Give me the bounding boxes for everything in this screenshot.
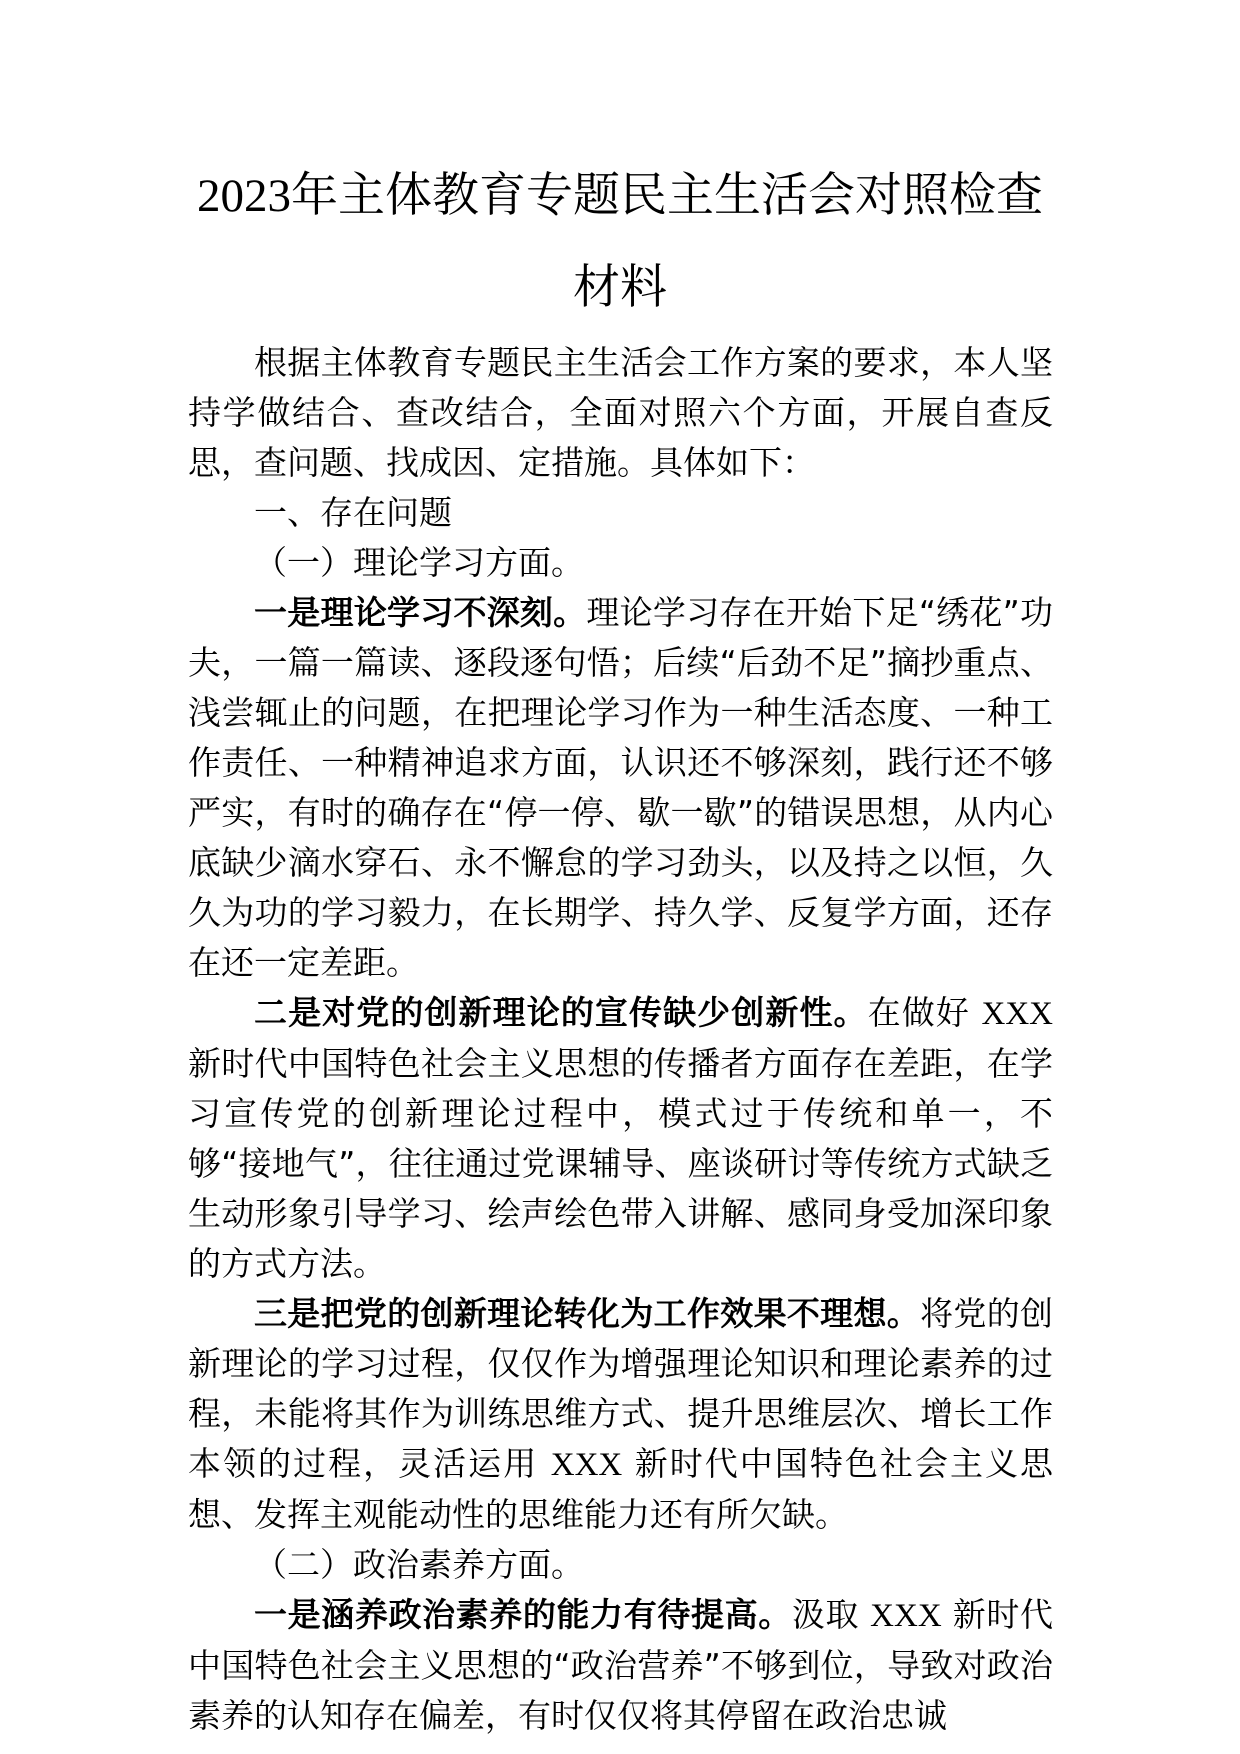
subsection-heading: （一）理论学习方面。 [254, 543, 584, 582]
document-title-line-2: 材料 [573, 260, 667, 315]
paragraph: 二是对党的创新理论的宣传缺少创新性。在做好 XXX新时代中国特色社会主义思想的传播者方面存在差距，在学习宣传党的创新理论过程中，模式过于传统和单一，不够“接地气”，往往通过党课辅导、座谈研讨等传统方式缺乏生动形象引导学习、绘声绘色带入讲解、感同身受加深印象的方式方法。 [188, 993, 1053, 1283]
paragraph-lead: 三是把党的创新理论转化为工作效果不理想。 [254, 1294, 921, 1333]
document-body [188, 338, 1053, 1741]
paragraph: 三是把党的创新理论转化为工作效果不理想。将党的创新理论的学习过程，仅仅作为增强理论知识和理论素养的过程，未能将其作为训练思维方式、提升思维层次、增长工作本领的过程，灵活运用 XXX 新时代中国特色社会主义思想、发挥主观能动性的思维能力还有所欠缺。 [188, 1294, 1054, 1534]
paragraph: 一是理论学习不深刻。理论学习存在开始下足“绣花”功夫，一篇一篇读、逐段逐句悟；后续“后劲不足”摘抄重点、浅尝辄止的问题，在把理论学习作为一种生活态度、一种工作责任、一种精神追求方面，认识还不够深刻，践行还不够严实，有时的确存在“停一停、歇一歇”的错误思想，从内心底缺少滴水穿石、永不懈怠的学习劲头，以及持之以恒，久久为功的学习毅力，在长期学、持久学、反复学方面，还存在还一定差距。 [188, 593, 1053, 982]
paragraph-lead: 一是涵养政治素养的能力有待提高。 [254, 1595, 792, 1634]
paragraph-lead: 一是理论学习不深刻。 [254, 593, 587, 632]
paragraph: 一是涵养政治素养的能力有待提高。汲取 XXX 新时代中国特色社会主义思想的“政治营养”不够到位，导致对政治素养的认知存在偏差，有时仅仅将其停留在政治忠诚 [188, 1595, 1054, 1735]
title-year: 2023 [197, 170, 291, 222]
title-text: 年主体教育专题民主生活会对照检查 [291, 168, 1043, 223]
section-heading: 一、存在问题 [254, 493, 452, 532]
paragraph-lead: 二是对党的创新理论的宣传缺少创新性。 [254, 993, 868, 1032]
subsection-heading: （二）政治素养方面。 [254, 1545, 584, 1584]
document-title-line-1 [0, 166, 1240, 226]
paragraph-intro: 根据主体教育专题民主生活会工作方案的要求，本人坚持学做结合、查改结合，全面对照六个方面，开展自查反思，查问题、找成因、定措施。具体如下： [188, 343, 1053, 482]
